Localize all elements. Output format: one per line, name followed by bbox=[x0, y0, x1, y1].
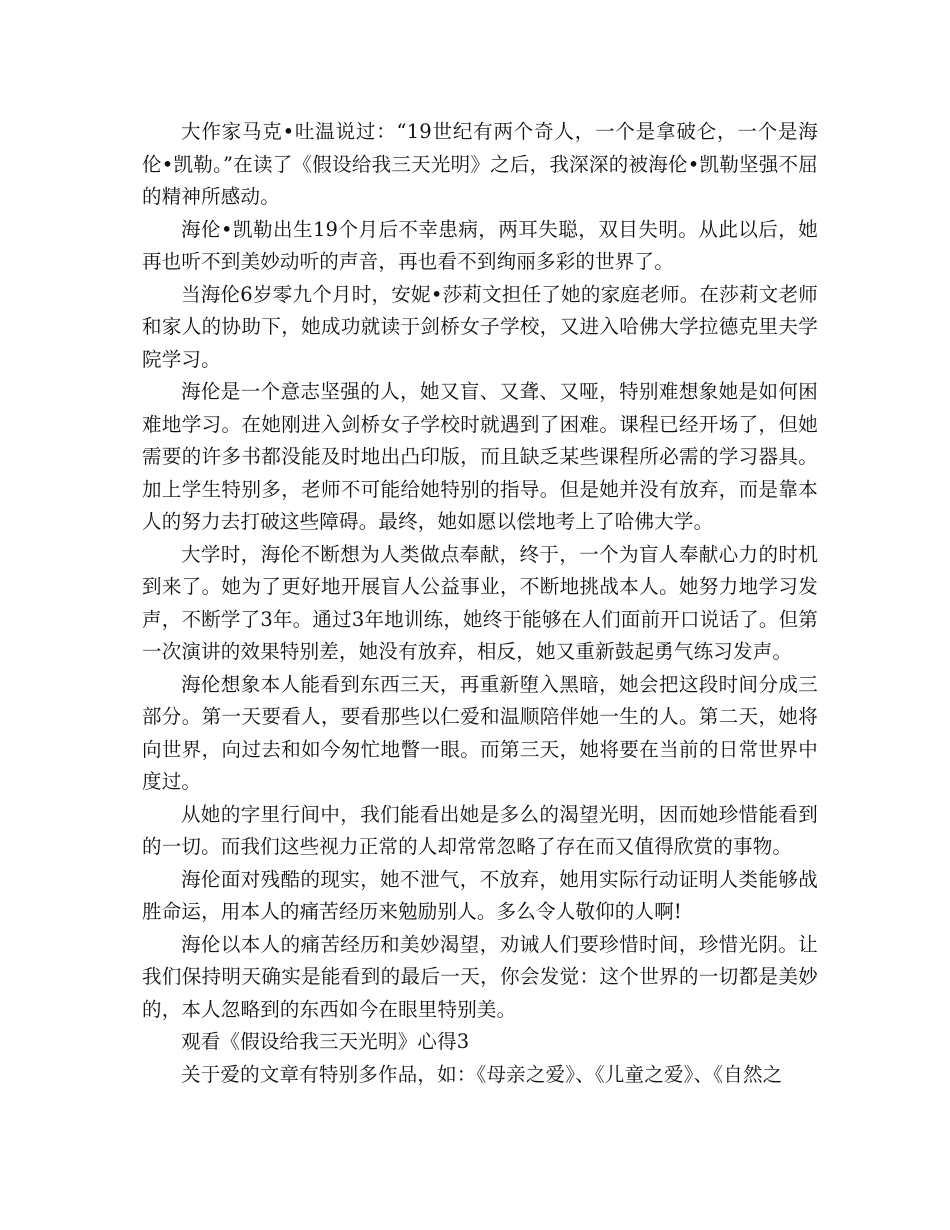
document-body bbox=[142, 116, 818, 1091]
paragraph-5: 大学时，海伦不断想为人类做点奉献，终于，一个为盲人奉献心力的时机到来了。她为了更好地开展盲人公益事业，不断地挑战本人。她努力地学习发声，不断学了3年。通过3年地训练，她终于能够在人们面前开口说话了。但第一次演讲的效果特别差，她没有放弃，相反，她又重新鼓起勇气练习发声。 bbox=[142, 542, 818, 663]
paragraph-1: 大作家马克•吐温说过：“19世纪有两个奇人，一个是拿破仑，一个是海伦•凯勒。”在读了《假设给我三天光明》之后，我深深的被海伦•凯勒坚强不屈的精神所感动。 bbox=[142, 120, 818, 208]
paragraph-2: 海伦•凯勒出生19个月后不幸患病，两耳失聪，双目失明。从此以后，她再也听不到美妙动听的声音，再也看不到绚丽多彩的世界了。 bbox=[142, 217, 818, 273]
paragraph-10: 关于爱的文章有特别多作品，如：《母亲之爱》、《儿童之爱》、《自然之 bbox=[181, 1062, 783, 1086]
paragraph-8: 海伦面对残酷的现实，她不泄气，不放弃，她用实际行动证明人类能够战胜命运，用本人的痛苦经历来勉励别人。多么令人敬仰的人啊! bbox=[142, 867, 818, 923]
paragraph-3: 当海伦6岁零九个月时，安妮•莎莉文担任了她的家庭老师。在莎莉文老师和家人的协助下，她成功就读于剑桥女子学校，又进入哈佛大学拉德克里夫学院学习。 bbox=[142, 282, 818, 371]
paragraph-9: 海伦以本人的痛苦经历和美妙渴望，劝诫人们要珍惜时间，珍惜光阴。让我们保持明天确实是能看到的最后一天，你会发觉：这个世界的一切都是美妙的，本人忽略到的东西如今在眼里特别美。 bbox=[142, 932, 818, 1021]
paragraph-7: 从她的字里行间中，我们能看出她是多么的渴望光明，因而她珍惜能看到的一切。而我们这些视力正常的人却常常忽略了存在而又值得欣赏的事物。 bbox=[142, 802, 818, 858]
section-heading: 观看《假设给我三天光明》心得3 bbox=[181, 1030, 470, 1053]
paragraph-4: 海伦是一个意志坚强的人，她又盲、又聋、又哑，特别难想象她是如何困难地学习。在她刚进入剑桥女子学校时就遇到了困难。课程已经开场了，但她需要的许多书都没能及时地出凸印版，而且缺乏某些课程所必需的学习器具。加上学生特别多，老师不可能给她特别的指导。但是她并没有放弃，而是靠本人的努力去打破这些障碍。最终，她如愿以偿地考上了哈佛大学。 bbox=[142, 380, 818, 533]
paragraph-6: 海伦想象本人能看到东西三天，再重新堕入黑暗，她会把这段时间分成三部分。第一天要看人，要看那些以仁爱和温顺陪伴她一生的人。第二天，她将向世界，向过去和如今匆忙地瞥一眼。而第三天，她将要在当前的日常世界中度过。 bbox=[142, 672, 818, 793]
